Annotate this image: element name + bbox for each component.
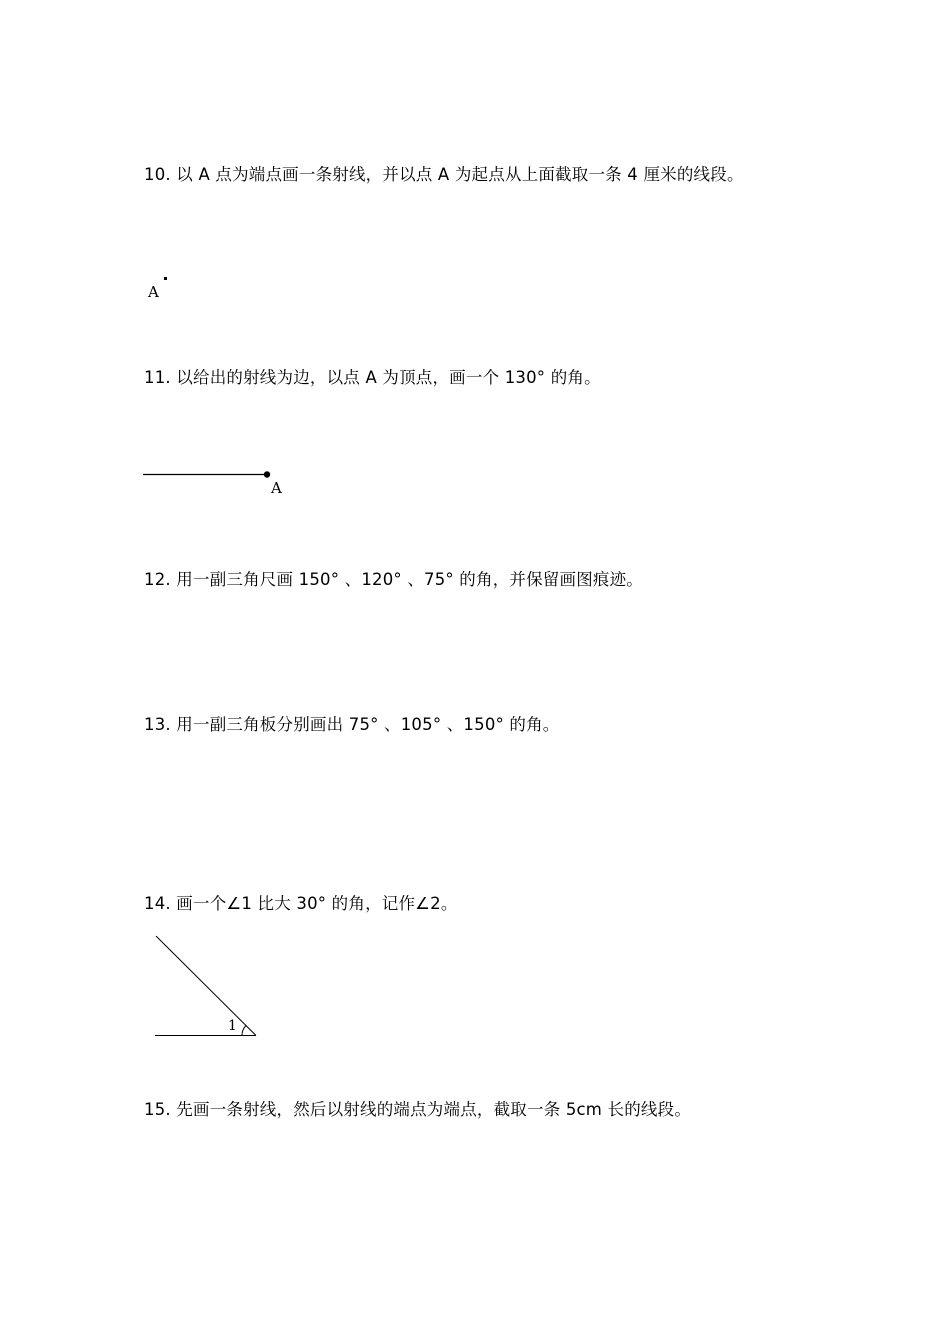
angle-drawing	[150, 930, 270, 1042]
point-a-dot	[164, 277, 167, 280]
question-number: 12.	[144, 570, 171, 589]
question-13	[144, 715, 560, 735]
question-11	[144, 368, 601, 388]
question-number: 15.	[144, 1100, 171, 1119]
question-text: 用一副三角尺画 150° 、120° 、75° 的角，并保留画图痕迹。	[176, 570, 644, 589]
angle-slant-line	[156, 936, 256, 1036]
ray-point-label: A	[271, 479, 282, 497]
ray-endpoint-dot	[264, 471, 270, 477]
angle-arc	[242, 1026, 246, 1036]
ray-figure	[142, 464, 292, 498]
angle-1-label: 1	[228, 1018, 237, 1034]
point-a-label: A	[148, 283, 159, 301]
question-14	[144, 894, 458, 914]
question-text: 以 A 点为端点画一条射线，并以点 A 为起点从上面截取一条 4 厘米的线段。	[176, 165, 744, 184]
question-text: 用一副三角板分别画出 75° 、105° 、150° 的角。	[176, 715, 560, 734]
question-10	[144, 165, 744, 185]
question-15	[144, 1100, 691, 1120]
question-number: 13.	[144, 715, 171, 734]
angle-figure	[150, 930, 270, 1042]
question-number: 14.	[144, 894, 171, 913]
question-text: 先画一条射线，然后以射线的端点为端点，截取一条 5cm 长的线段。	[176, 1100, 692, 1119]
question-text: 以给出的射线为边，以点 A 为顶点，画一个 130° 的角。	[176, 368, 601, 387]
ray-drawing	[142, 464, 292, 498]
question-text: 画一个∠1 比大 30° 的角，记作∠2。	[176, 894, 458, 913]
question-number: 11.	[144, 368, 171, 387]
point-a-figure	[146, 274, 176, 304]
question-12	[144, 570, 643, 590]
question-number: 10.	[144, 165, 171, 184]
